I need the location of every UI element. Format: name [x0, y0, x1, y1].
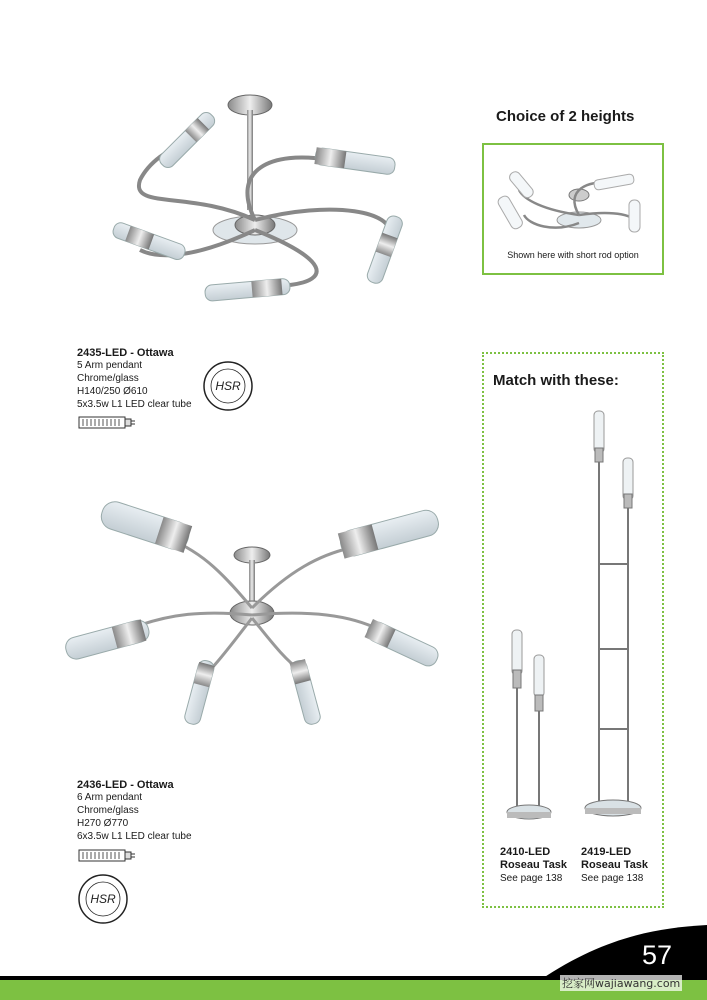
product-code: 2435-LED - Ottawa — [77, 347, 174, 359]
spec-line: 6x3.5w L1 LED clear tube — [77, 831, 192, 842]
watermark: 挖家网wajiawang.com — [562, 977, 681, 990]
lamp-see-page: See page 138 — [581, 873, 644, 884]
led-tube-icon — [78, 849, 136, 862]
product-code: 2436-LED - Ottawa — [77, 779, 174, 791]
product-image-2435 — [70, 90, 430, 310]
inset-short-rod-image — [494, 155, 654, 250]
lamp-code: 2410-LED — [500, 846, 551, 858]
spec-line: H270 Ø770 — [77, 818, 129, 829]
product-spec-2435 — [77, 347, 192, 411]
spec-line: Chrome/glass — [77, 805, 139, 816]
product-image-2436 — [60, 490, 450, 730]
page-number: 57 — [642, 940, 673, 970]
lamp-see-page: See page 138 — [500, 873, 563, 884]
inset-short-rod-box — [482, 143, 664, 275]
spec-line: 6 Arm pendant — [77, 792, 143, 803]
spec-line: H140/250 Ø610 — [77, 386, 148, 397]
lamp-name: Roseau Task — [581, 859, 649, 871]
product-spec-2436 — [77, 779, 192, 843]
hsr-badge-icon — [77, 873, 129, 925]
spec-line: 5x3.5w L1 LED clear tube — [77, 399, 192, 410]
spec-line: 5 Arm pendant — [77, 360, 143, 371]
lamp-name: Roseau Task — [500, 859, 568, 871]
lamp-label-2410 — [500, 846, 567, 885]
match-heading: Match with these: — [493, 372, 619, 389]
choice-heading: Choice of 2 heights — [496, 108, 635, 125]
hsr-badge-icon — [202, 360, 254, 412]
hsr-badge-main-text: HSR — [215, 379, 241, 393]
spec-line: Chrome/glass — [77, 373, 139, 384]
lamp-label-2419 — [581, 846, 648, 885]
lamp-image-2410 — [502, 625, 562, 825]
inset-caption: Shown here with short rod option — [507, 250, 639, 260]
lamp-image-2419 — [580, 408, 650, 823]
lamp-code: 2419-LED — [581, 846, 632, 858]
hsr-badge-main-text: HSR — [90, 892, 116, 906]
led-tube-icon — [78, 416, 136, 429]
